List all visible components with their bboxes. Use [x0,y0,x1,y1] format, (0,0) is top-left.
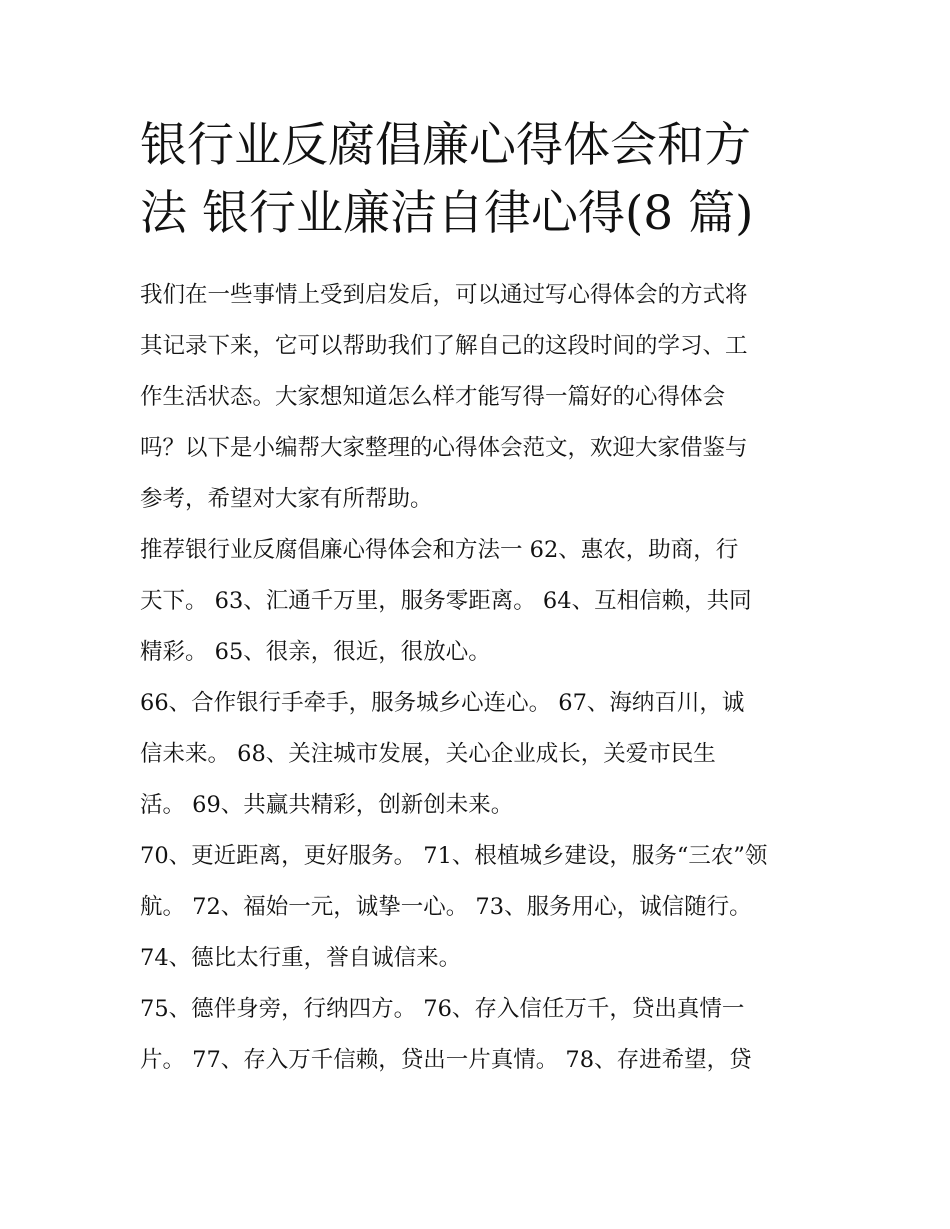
text-line: 航。 72、福始一元，诚挚一心。 73、服务用心，诚信随行。 [140,894,752,920]
text-line: 参考，希望对大家有所帮助。 [140,486,433,512]
title-line-2: 法 银行业廉洁自律心得(8 篇) [140,186,754,241]
text-line: 精彩。 65、很亲，很近，很放心。 [140,639,491,665]
text-line: 天下。 63、汇通千万里，服务零距离。 64、互相信赖，共同 [140,588,752,614]
text-line: 其记录下来，它可以帮助我们了解自己的这段时间的学习、工 [140,333,748,359]
document-title [140,112,820,248]
text-line: 活。 69、共赢共精彩，创新创未来。 [140,792,514,818]
text-line: 75、德伴身旁，行纳四方。 76、存入信任万千，贷出真情一 [140,996,745,1022]
text-line: 我们在一些事情上受到启发后，可以通过写心得体会的方式将 [140,282,748,308]
text-line: 66、合作银行手牵手，服务城乡心连心。 67、海纳百川，诚 [140,690,745,716]
paragraph-slogans-75-78 [140,984,820,1086]
paragraph-slogans-66-69 [140,678,820,831]
text-line: 信未来。 68、关注城市发展，关心企业成长，关爱市民生 [140,741,716,767]
text-line: 70、更近距离，更好服务。 71、根植城乡建设，服务“三农”领 [140,843,768,869]
document-body [140,270,820,1086]
paragraph-slogans-62-65 [140,525,820,678]
title-line-1: 银行业反腐倡廉心得体会和方 [140,118,751,173]
text-line: 作生活状态。大家想知道怎么样才能写得一篇好的心得体会 [140,384,726,410]
document-content [140,112,820,1086]
text-line: 推荐银行业反腐倡廉心得体会和方法一 62、惠农，助商，行 [140,537,739,563]
text-line: 吗？以下是小编帮大家整理的心得体会范文，欢迎大家借鉴与 [140,435,748,461]
text-line: 74、德比太行重，誉自诚信来。 [140,945,462,971]
text-line: 片。 77、存入万千信赖，贷出一片真情。 78、存进希望，贷 [140,1047,752,1073]
paragraph-slogans-70-74 [140,831,820,984]
paragraph-intro [140,270,820,525]
